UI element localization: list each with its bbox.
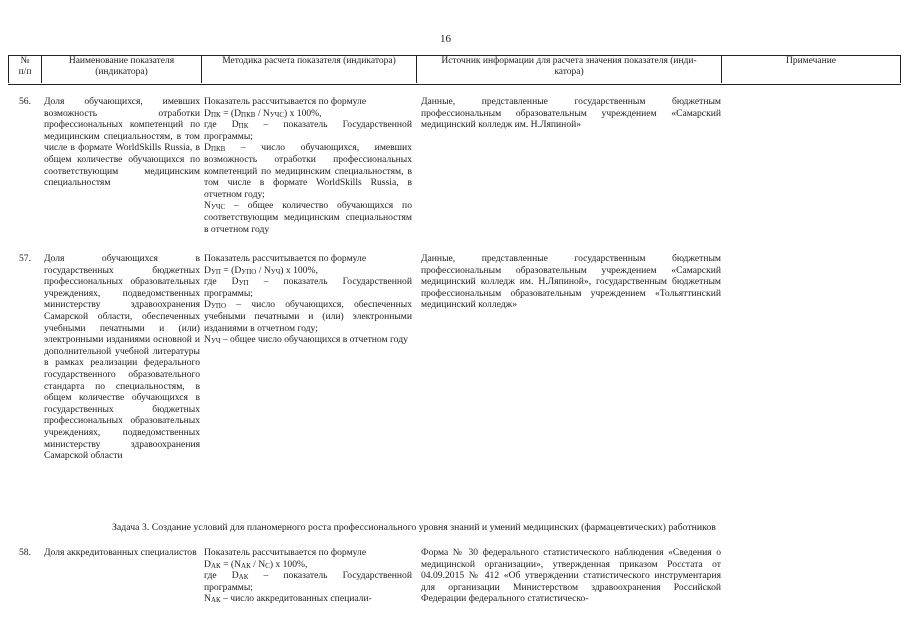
method-definition: $D_{ПКВ}$ – число обучающихся, имевших возможность отработки профессиональных компетенций по медицинским специальностям, в том числе в формате WorldSkills Russia, в отчетном году; (204, 142, 412, 200)
indicator-name: Доля обучающихся, имевших возможность отработки профессиональных компетенций по медицинским специальностям, в том числе в формате WorldSkills Russia, в общем количестве обучающихся по соответствующим медицинским специальностям (44, 96, 200, 189)
method-definition: где $D_{АК}$ – показатель Государственной программы; (204, 570, 412, 593)
header-col-method-text: Методика расчета показателя (индикатора) (222, 56, 396, 66)
formula: $D_{АК} = (N_{АК} / N_С)$ x 100%, (204, 558, 308, 570)
header-col-name (41, 55, 201, 83)
method-definition: $D_{УПО}$ – число обучающихся, обеспеченных учебными печатными и (или) электронными изданиями в отчетном году; (204, 299, 412, 334)
header-col-method (201, 55, 416, 83)
information-source: Данные, представленные государственным бюджетным профессиональным образовательным учреждением «Самарский медицинский колледж им. Н.Ляпиной», государственным бюджетным профессиональным образовательным учреждением «Тольяттинский медицинский колледж» (421, 253, 721, 311)
header-col-note-text: Примечание (785, 56, 837, 66)
method-definition: $N_{УЧ}$ – общее число обучающихся в отчетном году (204, 334, 408, 346)
header-col-source-line2: катора) (554, 67, 584, 77)
calculation-method (204, 253, 412, 346)
method-intro: Показатель рассчитывается по формуле (204, 96, 367, 107)
method-definition: где $D_{УП}$ – показатель Государственной программы; (204, 276, 412, 299)
indicator-name: Доля обучающихся в государственных бюджетных профессиональных образовательных учреждениях, подведомственных министерству здравоохранения Самарской области, обеспеченных учебными печатными и (или) электронными изданиями основной и дополнительной учебной литературы в рамках реализации федерального государственного образовательного стандарта по специальностям, в общем количестве обучающихся в государственных бюджетных профессиональных образовательных учреждениях, подведомственных министерству здравоохранения Самарской области (44, 253, 200, 462)
method-intro: Показатель рассчитывается по формуле (204, 253, 367, 264)
header-col-name-line1: Наименование показателя (68, 56, 175, 66)
indicator-name: Доля аккредитованных специалистов (44, 547, 197, 558)
header-col-number (8, 55, 41, 83)
header-col-number-line2: п/п (18, 67, 32, 77)
formula: $D_{УП} = (D_{УПО} / N_{УЧ})$ x 100%, (204, 264, 318, 276)
method-intro: Показатель рассчитывается по формуле (204, 547, 367, 558)
header-col-note (721, 55, 901, 83)
information-source: Форма № 30 федерального статистического наблюдения «Сведения о медицинской организации», утвержденная приказом Росстата от 04.09.2015 № 412 «Об утверждении статистического инструментария для организации Министерством здравоохранения Российской Федерации федерального статистическо- (421, 547, 721, 605)
task-heading: Задача 3. Создание условий для планомерного роста профессионального уровня знаний и умений медицинских (фармацевтических) работников (112, 522, 716, 533)
header-col-source-line1: Источник информации для расчета значения показателя (инди- (441, 56, 697, 66)
information-source: Данные, представленные государственным бюджетным профессиональным образовательным учреждением «Самарский медицинский колледж им. Н.Ляпиной» (421, 96, 721, 131)
header-col-name-line2: (индикатора) (95, 67, 148, 77)
method-definition: $N_{УЧС}$ – общее количество обучающихся по соответствующим медицинским специальностям в отчетном году (204, 200, 412, 235)
method-definition: где $D_{ПК}$ – показатель Государственной программы; (204, 119, 412, 142)
row-number: 58. (19, 547, 31, 558)
formula: $D_{ПК} = (D_{ПКВ} / N_{УЧС})$ x 100%, (204, 107, 322, 119)
page-number: 16 (440, 33, 451, 45)
calculation-method (204, 547, 412, 605)
calculation-method (204, 96, 412, 235)
row-number: 57. (19, 253, 31, 264)
header-col-source (416, 55, 721, 83)
method-definition: $N_{АК}$ – число аккредитованных специали- (204, 593, 372, 605)
header-col-number-line1: № (20, 56, 30, 66)
row-number: 56. (19, 96, 31, 107)
